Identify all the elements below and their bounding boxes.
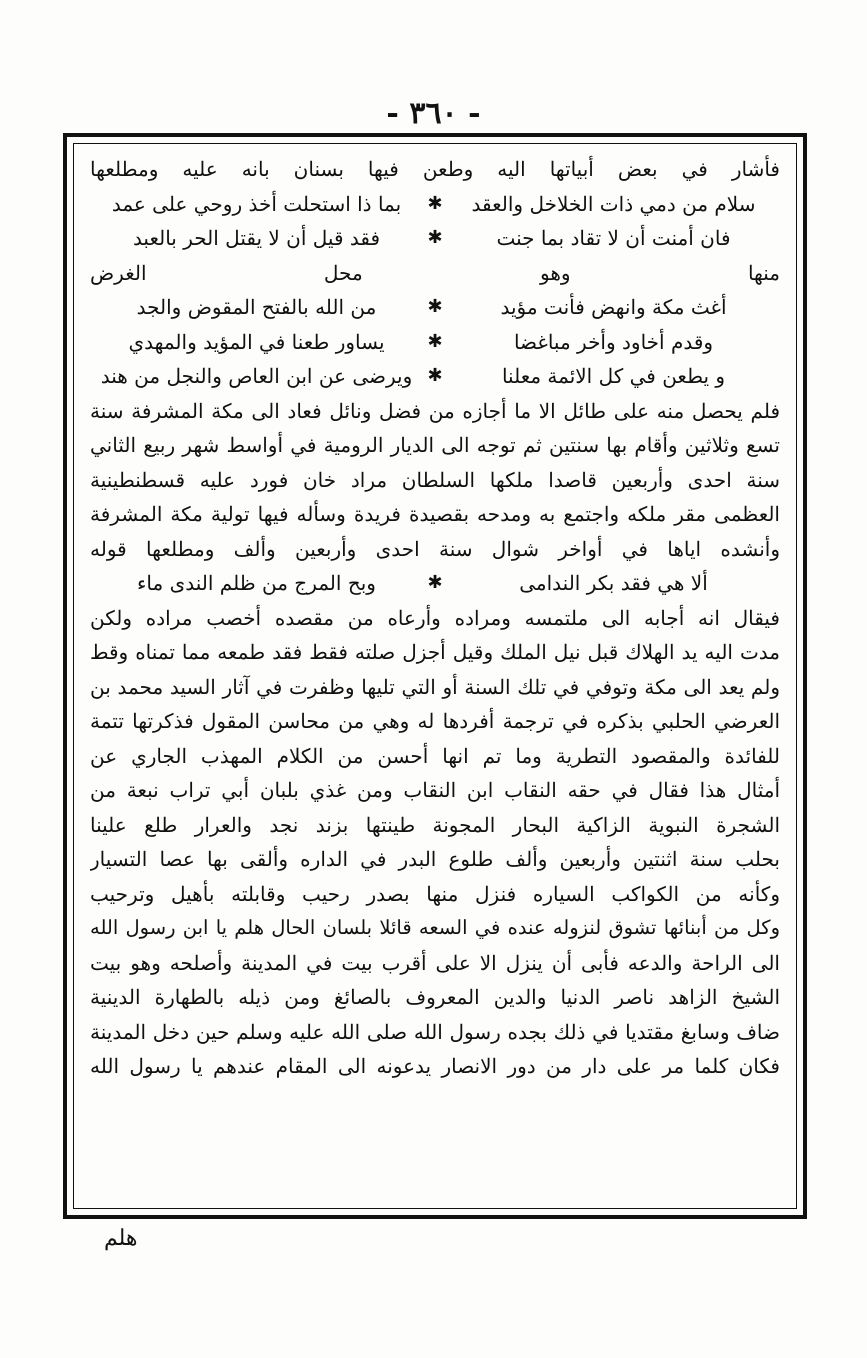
text-line: الشجرة النبوية الزاكية البحار المجونة طينتها بزند نجد والعرار طلع علينا <box>90 812 780 837</box>
verse-second-hemistich: فقد قيل أن لا يقتل الحر بالعبد <box>132 226 381 250</box>
verse-first-hemistich: و يطعن في كل الائمة معلنا <box>501 364 726 388</box>
verse-second-hemistich: من الله بالفتح المقوض والجد <box>136 295 377 319</box>
text-line: وكأنه من الكواكب السياره فنزل منها بصدر رحيب وقابلته بأهيل وترحيب <box>90 881 780 906</box>
verse-separator-star-icon: ✱ <box>427 572 443 593</box>
verse-separator-star-icon: ✱ <box>427 227 443 248</box>
text-line: منها وهو محل الغرض <box>90 260 780 285</box>
verse-separator-star-icon: ✱ <box>427 365 443 386</box>
verse-first-hemistich: أغث مكة وانهض فأنت مؤيد <box>500 295 727 319</box>
verse-second-hemistich: يساور طعنا في المؤيد والمهدي <box>128 329 385 354</box>
verse-line <box>90 187 780 222</box>
text-line: الى الراحة والدعه فأبى أن ينزل الا على أقرب بيت في المدينة وأصلحه وهو بيت <box>90 950 780 975</box>
text-line: للفائدة والمقصود التطرية وما تم انها أحسن من الكلام المهذب الجاري عن <box>90 743 780 768</box>
text-line: تسع وثلاثين وأقام بها سنتين ثم توجه الى الديار الرومية في أواسط شهر ربيع الثاني <box>90 433 780 457</box>
text-line: أمثال هذا فقال في حقه النقاب ابن النقاب ومن غذي بلبان أبي تراب نبعة من <box>90 778 780 802</box>
text-line: الشيخ الزاهد ناصر الدنيا والدين المعروف بالصائغ ومن ذيله بالطهارة الدينية <box>90 985 780 1009</box>
verse-separator-star-icon: ✱ <box>427 330 443 352</box>
page-number: - ٣٦٠ - <box>386 96 481 131</box>
verse-separator-star-icon: ✱ <box>427 192 443 214</box>
text-line: سنة احدى وأربعين قاصدا ملكها السلطان مراد خان فورد عليه قسطنطينية <box>90 467 780 492</box>
text-line: ولم يعد الى مكة وتوفي في تلك السنة أو التي تليها وظفرت في آثار السيد محمد بن <box>90 674 780 699</box>
verse-second-hemistich: بما ذا استحلت أخذ روحي على عمد <box>111 191 402 216</box>
verse-second-hemistich: ويرضى عن ابن العاص والنجل من هند <box>100 364 413 388</box>
text-line: بحلب سنة اثنتين وأربعين وألف طلوع البدر في الداره وألقى بها عصا التسيار <box>90 847 780 871</box>
text-line: فكان كلما مر على دار من دور الانصار يدعونه الى المقام عندهم يا رسول الله <box>90 1054 780 1078</box>
text-line: وكل من أبنائها تشوق لنزوله عنده في السعه قائلا بلسان الحال هلم يا ابن رسول الله <box>90 916 780 939</box>
verse-first-hemistich: سلام من دمي ذات الخلاخل والعقد <box>471 191 756 216</box>
verse-separator-star-icon: ✱ <box>427 296 443 317</box>
text-line: العظمى مقر ملكه واجتمع به ومدحه بقصيدة فريدة وسأله فيها تولية مكة المشرفة <box>90 502 780 526</box>
text-line: وأنشده اياها في أواخر شوال سنة احدى وأربعين وألف ومطلعها قوله <box>90 536 780 561</box>
verse-second-hemistich: وبح المرج من ظلم الندى ماء <box>137 571 376 595</box>
text-line: فأشار في بعض أبياتها اليه وطعن فيها بسنان بانه عليه ومطلعها <box>90 157 780 181</box>
verse-line <box>90 566 780 601</box>
verse-line <box>90 359 780 394</box>
text-line: فلم يحصل منه على طائل الا ما أجازه من فضل ونائل فعاد الى مكة المشرفة سنة <box>90 398 780 423</box>
main-text-block <box>90 152 780 1204</box>
verse-line <box>90 290 780 325</box>
text-line: ضاف وسابغ مقتديا في ذلك بجده رسول الله صلى الله عليه وسلم حين دخل المدينة <box>90 1019 780 1044</box>
verse-first-hemistich: فان أمنت أن لا تقاد بما جنت <box>496 226 731 250</box>
text-line: فيقال انه أجابه الى ملتمسه ومراده وأرعاه من مقصده أخصب مراده ولكن <box>90 605 780 630</box>
catchword: هلم <box>104 1226 138 1251</box>
verse-line <box>90 325 780 360</box>
text-line: مدت اليه يد الهلاك قبل نيل الملك وقيل أجزل صلته فقط فقد طمعه مما تمناه وقط <box>90 640 780 664</box>
text-line: العرضي الحلبي بذكره في ترجمة أفردها له وهي من محاسن المقول فذكرتها تتمة <box>90 709 780 733</box>
verse-first-hemistich: وقدم أخاود وأخر مباغضا <box>513 329 714 354</box>
verse-first-hemistich: ألا هي فقد بكر الندامى <box>519 571 708 595</box>
verse-line <box>90 221 780 256</box>
